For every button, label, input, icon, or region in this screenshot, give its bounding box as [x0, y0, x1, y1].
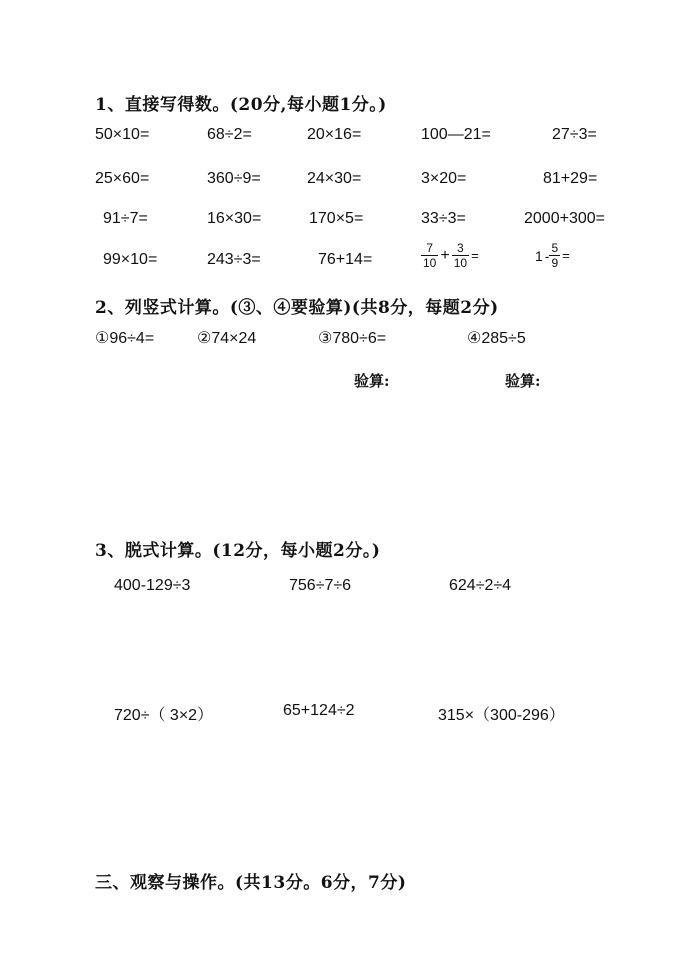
- fraction-denominator: 10: [453, 256, 468, 270]
- vertical-calc-problem: ③780÷6=: [318, 330, 387, 347]
- vertical-calc-problem: ①96÷4=: [95, 330, 155, 347]
- oral-problem: 50×10=: [95, 126, 150, 143]
- plus-sign: +: [440, 246, 450, 264]
- fraction-numerator: 3: [452, 241, 469, 256]
- fraction-denominator: 10: [423, 256, 437, 270]
- oral-problem: 25×60=: [95, 170, 150, 187]
- oral-problem: 68÷2=: [207, 126, 252, 143]
- step-calc-problem: 756÷7÷6: [289, 577, 352, 594]
- fraction-denominator: 9: [551, 256, 559, 270]
- oral-problem: 3×20=: [421, 170, 467, 187]
- whole-number: 1: [535, 247, 543, 264]
- section1-heading: 1、直接写得数。(20分,每小题1分。): [95, 95, 387, 115]
- oral-problem: 20×16=: [307, 126, 362, 143]
- fraction: [452, 241, 469, 270]
- oral-problem: 2000+300=: [524, 210, 605, 227]
- step-calc-problem: 315×（300-296）: [438, 707, 565, 724]
- oral-problem: 16×30=: [207, 210, 262, 227]
- oral-problem: 100—21=: [421, 126, 491, 143]
- step-calc-problem: 720÷（ 3×2）: [114, 707, 214, 724]
- section2-heading: 2、列竖式计算。(③、④要验算)(共8分，每题2分): [95, 298, 499, 318]
- fraction: [421, 241, 438, 270]
- oral-problem: 33÷3=: [421, 210, 466, 227]
- oral-problem: 27÷3=: [552, 126, 597, 143]
- part3-heading: 三、观察与操作。(共13分。6分，7分): [95, 873, 407, 893]
- fraction-numerator: 7: [421, 241, 438, 256]
- equals-sign: =: [562, 248, 570, 263]
- check-label: 验算:: [505, 372, 541, 390]
- oral-problem: 81+29=: [543, 170, 598, 187]
- minus-sign: -: [544, 247, 550, 264]
- oral-problem: 360÷9=: [207, 170, 261, 187]
- fraction-sum-problem: [421, 241, 481, 270]
- step-calc-problem: 624÷2÷4: [449, 577, 512, 594]
- check-label: 验算:: [354, 372, 390, 390]
- step-calc-problem: 65+124÷2: [283, 702, 355, 719]
- vertical-calc-problem: ②74×24: [197, 330, 257, 347]
- section3-heading: 3、脱式计算。(12分，每小题2分。): [95, 541, 381, 561]
- oral-problem: 76+14=: [318, 251, 373, 268]
- oral-problem: 91÷7=: [103, 210, 148, 227]
- vertical-calc-problem: ④285÷5: [467, 330, 526, 347]
- fraction-numerator: 5: [551, 241, 559, 255]
- equals-sign: =: [471, 248, 479, 263]
- oral-problem: 170×5=: [309, 210, 364, 227]
- oral-problem: 24×30=: [307, 170, 362, 187]
- fraction-subtract-problem: [533, 241, 572, 270]
- oral-problem: 99×10=: [103, 251, 158, 268]
- fraction: [549, 241, 560, 270]
- oral-problem: 243÷3=: [207, 251, 261, 268]
- step-calc-problem: 400-129÷3: [114, 577, 191, 594]
